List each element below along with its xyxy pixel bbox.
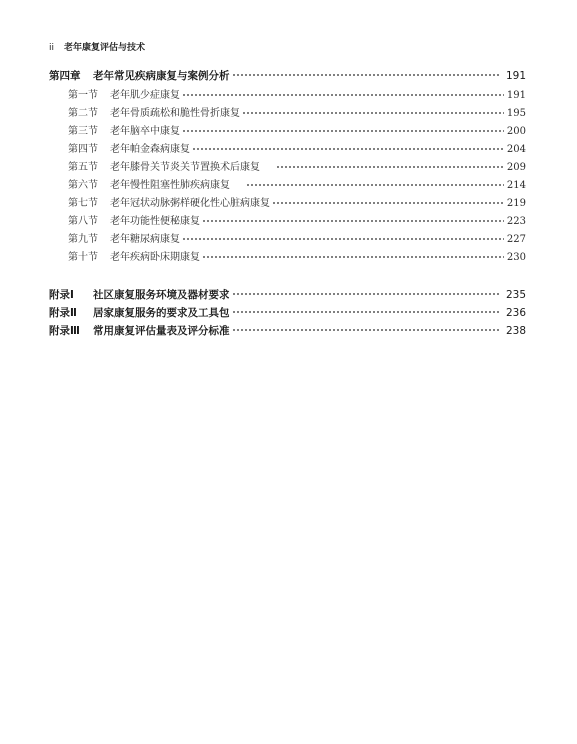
toc-section-3[interactable]	[49, 122, 526, 140]
section-page: 230	[506, 252, 526, 263]
toc-appendix-3[interactable]	[49, 323, 526, 341]
dot-leader	[202, 252, 504, 260]
section-page: 223	[506, 216, 526, 227]
section-page: 204	[506, 144, 526, 155]
dot-leader	[232, 308, 501, 316]
section-page: 209	[506, 162, 526, 173]
toc-appendix-1[interactable]	[49, 287, 526, 305]
dot-leader	[272, 198, 504, 206]
dot-leader	[246, 180, 504, 188]
dot-leader	[182, 90, 504, 98]
toc-chapter-4[interactable]	[49, 68, 526, 86]
toc-section-9[interactable]	[49, 230, 526, 248]
section-label: 第二节	[68, 108, 98, 119]
section-title: 老年功能性便秘康复	[110, 216, 200, 227]
section-title: 老年慢性阻塞性肺疾病康复	[110, 180, 230, 191]
toc-section-4[interactable]	[49, 140, 526, 158]
section-title: 老年骨质疏松和脆性骨折康复	[110, 108, 240, 119]
dot-leader	[232, 326, 501, 334]
chapter-title: 老年常见疾病康复与案例分析	[93, 70, 230, 82]
dot-leader	[242, 108, 504, 116]
appendix-label: 附录Ⅲ	[49, 325, 80, 337]
dot-leader	[202, 216, 504, 224]
section-title: 老年疾病卧床期康复	[110, 252, 200, 263]
section-label: 第七节	[68, 198, 98, 209]
section-title: 老年糖尿病康复	[110, 234, 180, 245]
appendix-page: 238	[505, 325, 526, 337]
table-of-contents	[49, 68, 526, 341]
toc-section-5[interactable]	[49, 158, 526, 176]
section-page: 219	[506, 198, 526, 209]
chapter-page: 191	[505, 70, 526, 82]
section-label: 第十节	[68, 252, 98, 263]
toc-appendix-2[interactable]	[49, 305, 526, 323]
section-title: 老年冠状动脉粥样硬化性心脏病康复	[110, 198, 270, 209]
header-page-number: ii	[49, 43, 55, 53]
section-title: 老年脑卒中康复	[110, 126, 180, 137]
section-label: 第三节	[68, 126, 98, 137]
toc-section-6[interactable]	[49, 176, 526, 194]
appendix-title: 社区康复服务环境及器材要求	[93, 289, 230, 301]
appendix-title: 居家康复服务的要求及工具包	[93, 307, 230, 319]
section-label: 第六节	[68, 180, 98, 191]
toc-section-8[interactable]	[49, 212, 526, 230]
section-title: 老年帕金森病康复	[110, 144, 190, 155]
section-title: 老年肌少症康复	[110, 90, 180, 101]
section-label: 第五节	[68, 162, 98, 173]
section-label: 第一节	[68, 90, 98, 101]
toc-section-7[interactable]	[49, 194, 526, 212]
section-label: 第九节	[68, 234, 98, 245]
chapter-label: 第四章	[49, 70, 81, 82]
section-label: 第八节	[68, 216, 98, 227]
toc-section-1[interactable]	[49, 86, 526, 104]
section-page: 200	[506, 126, 526, 137]
header-book-title: 老年康复评估与技术	[64, 43, 146, 53]
dot-leader	[276, 162, 504, 170]
appendix-page: 236	[505, 307, 526, 319]
dot-leader	[192, 144, 504, 152]
toc-section-2[interactable]	[49, 104, 526, 122]
section-page: 214	[506, 180, 526, 191]
section-page: 227	[506, 234, 526, 245]
appendix-title: 常用康复评估量表及评分标准	[93, 325, 230, 337]
toc-section-10[interactable]	[49, 248, 526, 266]
dot-leader	[182, 234, 504, 242]
appendix-list	[49, 287, 526, 341]
running-header	[49, 40, 145, 53]
section-label: 第四节	[68, 144, 98, 155]
section-page: 195	[506, 108, 526, 119]
section-title: 老年膝骨关节炎关节置换术后康复	[110, 162, 260, 173]
dot-leader	[232, 71, 501, 79]
appendix-label: 附录Ⅰ	[49, 289, 74, 301]
dot-leader	[232, 290, 501, 298]
appendix-page: 235	[505, 289, 526, 301]
appendix-label: 附录Ⅱ	[49, 307, 77, 319]
dot-leader	[182, 126, 504, 134]
section-page: 191	[506, 90, 526, 101]
